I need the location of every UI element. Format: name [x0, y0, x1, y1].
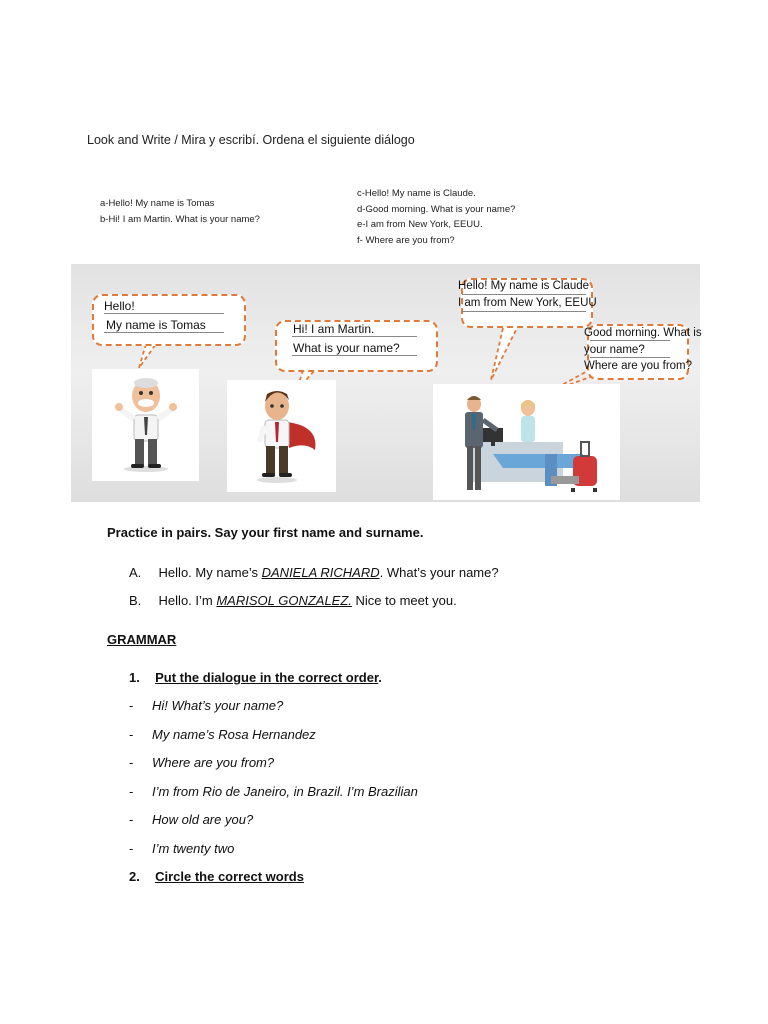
item-1-number: 1. — [129, 670, 140, 685]
practice-line-b — [129, 593, 457, 608]
write-line — [104, 313, 224, 314]
item-1-text: Put the dialogue in the correct order — [155, 670, 379, 685]
bubble-martin-line2: What is your name? — [293, 341, 400, 355]
dash-marker: - — [129, 841, 134, 856]
reception-figure — [433, 384, 620, 500]
line-a-end: . What’s your name? — [379, 565, 499, 580]
old-man-figure — [92, 369, 199, 481]
option-b: b-Hi! I am Martin. What is your name? — [100, 213, 260, 225]
bubble-clerk-line1: Good morning. What is — [584, 327, 702, 339]
practice-heading: Practice in pairs. Say your first name and surname. — [107, 525, 424, 540]
bubble-martin-line1: Hi! I am Martin. — [293, 322, 375, 336]
option-d: d-Good morning. What is your name? — [357, 203, 516, 215]
dialogue-line-2: My name’s Rosa Hernandez — [152, 727, 316, 742]
bubble-clerk-line3: Where are you from? — [584, 360, 693, 372]
option-e: e-I am from New York, EEUU. — [357, 219, 483, 230]
bubble-clerk-line2: your name? — [584, 344, 645, 356]
option-f: f- Where are you from? — [357, 234, 455, 246]
dialogue-line-5: How old are you? — [152, 812, 254, 827]
write-line — [104, 332, 224, 333]
character-tomas — [92, 369, 199, 481]
line-b-end: Nice to meet you. — [351, 593, 457, 608]
options-right — [357, 186, 515, 248]
bubble-claude-line1: Hello! My name is Claude — [458, 280, 590, 292]
grammar-item-2 — [129, 869, 304, 884]
superhero-figure — [227, 380, 336, 492]
dash-marker: - — [129, 755, 134, 770]
option-a: a-Hello! My name is Tomas — [100, 198, 215, 209]
option-c: c-Hello! My name is Claude. — [357, 188, 476, 199]
bubble-tomas-line2: My name is Tomas — [106, 318, 206, 332]
write-line — [462, 294, 586, 295]
practice-line-a — [129, 565, 499, 580]
grammar-heading: GRAMMAR — [107, 632, 177, 647]
hotel-reception-scene — [433, 384, 620, 500]
grammar-item-1 — [129, 670, 382, 685]
dialogue-line-4: I’m from Rio de Janeiro, in Brazil. I’m Brazilian — [152, 784, 418, 799]
line-b-name: MARISOL GONZALEZ. — [216, 593, 352, 608]
bubble-claude-line2: I am from New York, EEUU — [458, 297, 597, 309]
item-1-period: . — [378, 670, 382, 685]
dialogue-line-1: Hi! What’s your name? — [152, 698, 284, 713]
dash-marker: - — [129, 784, 134, 799]
line-b-marker: B. — [129, 593, 142, 608]
write-line — [462, 311, 586, 312]
item-2-text: Circle the correct words — [155, 869, 304, 884]
line-a-text: Hello. My name’s — [158, 565, 262, 580]
write-line — [292, 336, 417, 337]
dash-marker: - — [129, 698, 134, 713]
options-left — [100, 196, 260, 227]
write-line — [590, 340, 670, 341]
line-b-text: Hello. I’m — [158, 593, 217, 608]
exercise-title: Look and Write / Mira y escribí. Ordena el siguiente diálogo — [87, 133, 415, 147]
line-a-marker: A. — [129, 565, 142, 580]
character-martin — [227, 380, 336, 492]
dash-marker: - — [129, 727, 134, 742]
dialogue-line-3: Where are you from? — [152, 755, 275, 770]
bubble-tomas-line1: Hello! — [104, 299, 135, 313]
dialogue-line-6: I’m twenty two — [152, 841, 235, 856]
write-line — [292, 355, 417, 356]
line-a-name: DANIELA RICHARD — [261, 565, 380, 580]
write-line — [590, 357, 670, 358]
item-2-number: 2. — [129, 869, 140, 884]
dash-marker: - — [129, 812, 134, 827]
